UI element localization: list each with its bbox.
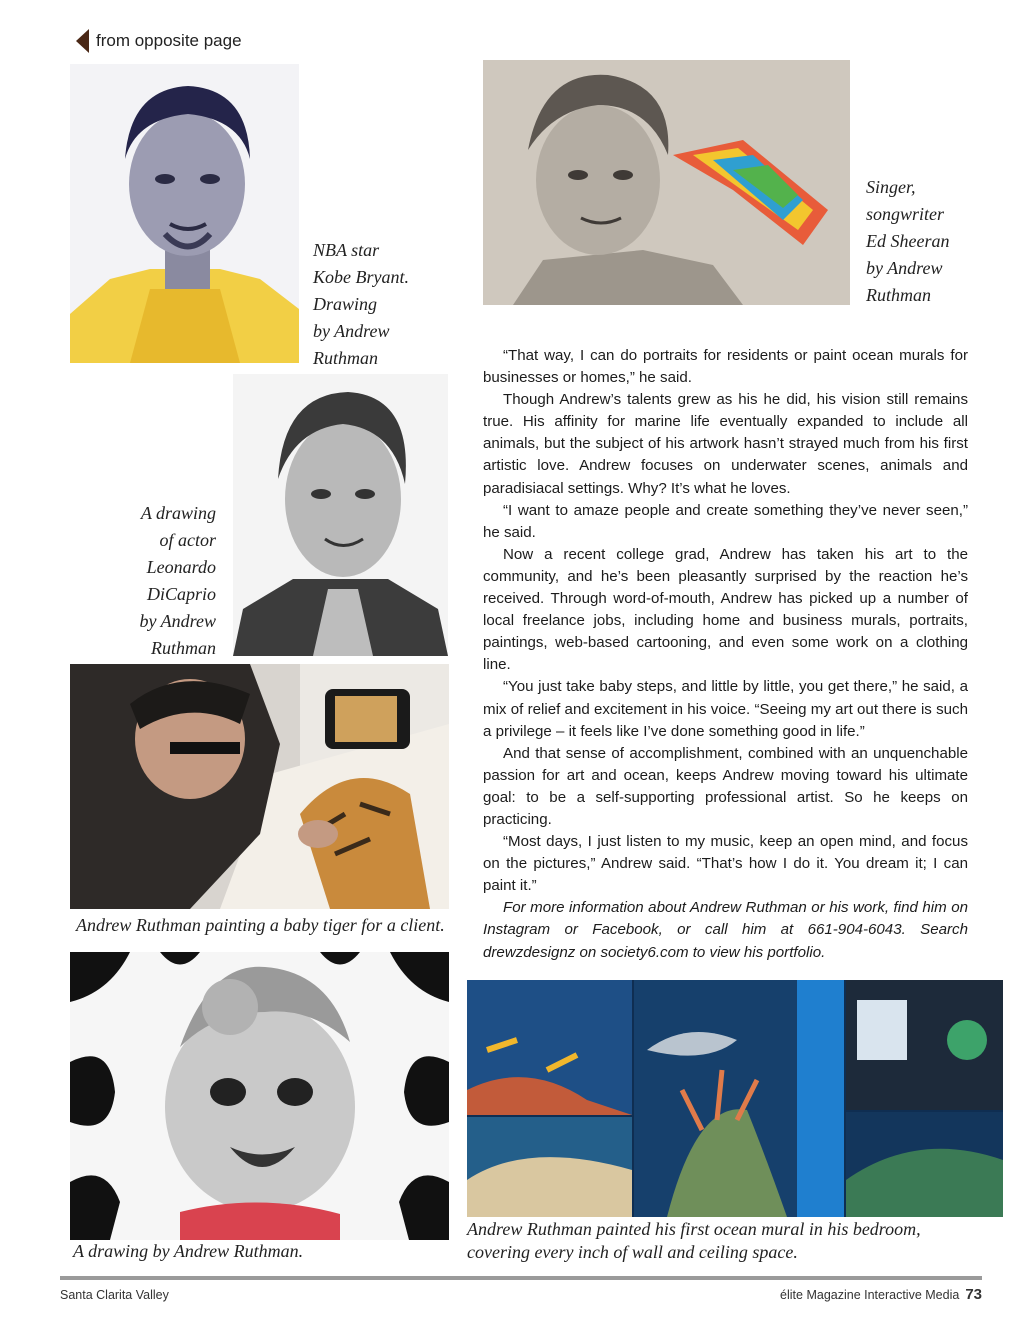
painting-tiger-photo xyxy=(70,664,449,909)
footer-left: Santa Clarita Valley xyxy=(60,1288,169,1302)
article-paragraph: Now a recent college grad, Andrew has taken his art to the community, and he’s been pleasantly surprised by the reaction he’s received. Through word-of-mouth, Andrew has picked up a number of local freelance jobs, including home and business murals, portraits, paintings, web-based cartooning, and even some work on a clothing line. xyxy=(483,545,968,674)
continuation-marker[interactable] xyxy=(76,29,242,53)
article-paragraph: Though Andrew’s talents grew as his he did, his vision still remains true. His affinity for marine life eventually expanded to include all animals, but the subject of his artwork hasn’t strayed much from his first artistic love. Andrew focuses on underwater scenes, animals and paradisiacal settings. Why? It’s what he loves. xyxy=(483,391,968,497)
article-paragraph: “That way, I can do portraits for residents or paint ocean murals for businesses or homes,” he said. xyxy=(483,347,968,387)
continuation-label: from opposite page xyxy=(96,31,242,50)
article-paragraph: And that sense of accomplishment, combined with an unquenchable passion for art and ocean, keeps Andrew moving toward his ultimate goal: to be a self-supporting professional artist. So he keeps on practicing. xyxy=(483,744,968,828)
left-triangle-icon xyxy=(76,29,89,53)
footer-right xyxy=(780,1286,982,1303)
mural-caption: Andrew Ruthman painted his first ocean mural in his bedroom, covering every inch of wall and ceiling space. xyxy=(467,1219,921,1262)
article-paragraph: “I want to amaze people and create something they’ve never seen,” he said. xyxy=(483,501,968,541)
article-paragraph: “Most days, I just listen to my music, keep an open mind, and focus on the pictures,” Andrew said. “That’s how I do it. You dream it; I can paint it.” xyxy=(483,833,968,895)
dicaprio-caption: A drawing of actor Leonardo DiCaprio by Andrew Ruthman xyxy=(139,503,216,658)
tiger-caption: Andrew Ruthman painting a baby tiger for a client. xyxy=(76,915,445,935)
ocean-mural-photos xyxy=(467,980,1003,1217)
page-number: 73 xyxy=(965,1286,982,1303)
baby-caption: A drawing by Andrew Ruthman. xyxy=(73,1241,304,1261)
publication-name: élite Magazine Interactive Media xyxy=(780,1288,960,1302)
footer-rule xyxy=(60,1276,982,1280)
baby-drawing xyxy=(70,952,449,1240)
kobe-bryant-drawing xyxy=(70,64,299,363)
kobe-caption: NBA star Kobe Bryant. Drawing by Andrew Ruthman xyxy=(313,240,409,368)
article-paragraph: “You just take baby steps, and little by little, you get there,” he said, a mix of relief and excitement in his voice. “Seeing my art out there is such a privilege – it feels like I’ve done something good in life.” xyxy=(483,678,968,740)
dicaprio-drawing xyxy=(233,374,448,656)
ed-sheeran-drawing xyxy=(483,60,850,305)
sheeran-caption: Singer, songwriter Ed Sheeran by Andrew Ruthman xyxy=(866,177,950,305)
article-body xyxy=(483,345,968,964)
contact-info: For more information about Andrew Ruthman or his work, find him on Instagram or Facebook, or call him at 661-904-6043. Search drewzdesignz on society6.com to view his portfolio. xyxy=(483,899,968,961)
